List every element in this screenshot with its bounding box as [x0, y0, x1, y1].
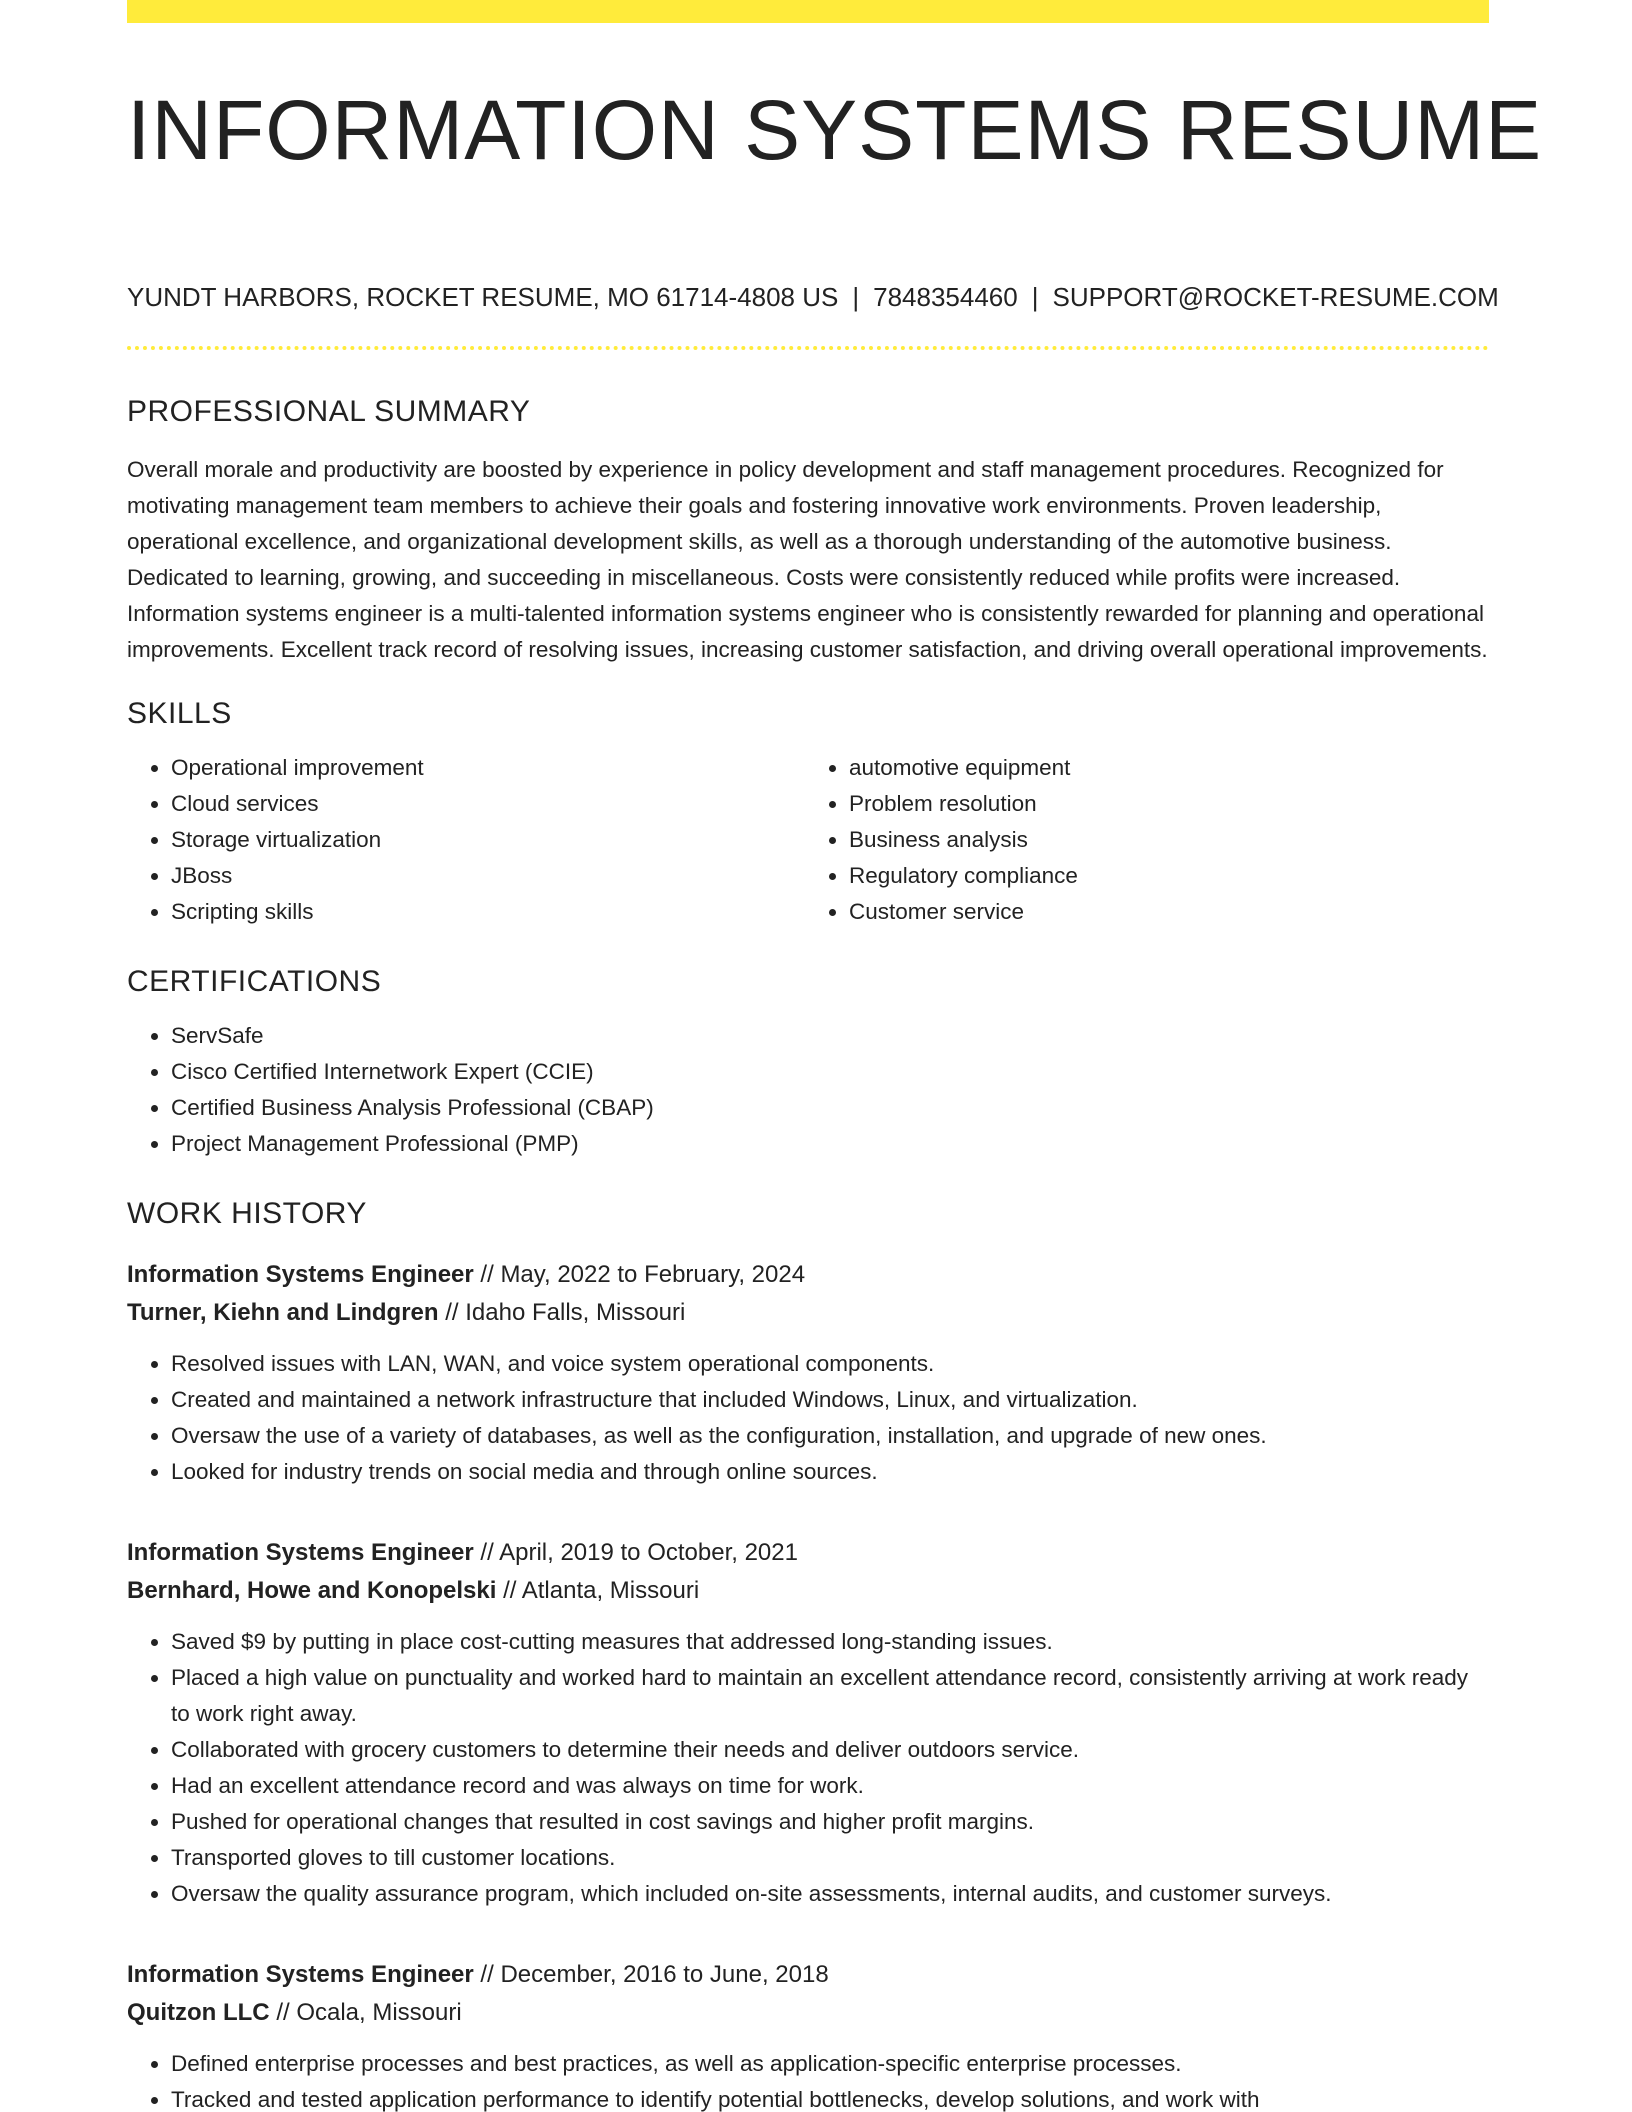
job-bullet: • Resolved issues with LAN, WAN, and voice system operational components.	[171, 1346, 1489, 1382]
job-bullet: • Collaborated with grocery customers to determine their needs and deliver outdoors service.	[171, 1732, 1489, 1768]
job-dates: May, 2022 to February, 2024	[500, 1261, 806, 1288]
job-entry	[127, 1534, 1489, 1912]
skill-item: • Business analysis	[849, 822, 1483, 858]
job-company-line	[127, 1294, 1489, 1332]
skill-item: • automotive equipment	[849, 750, 1483, 786]
job-company: Bernhard, Howe and Konopelski	[127, 1577, 497, 1604]
job-separator: //	[445, 1299, 459, 1326]
job-bullet: • Oversaw the use of a variety of databases, as well as the configuration, installation, and upgrade of new ones.	[171, 1418, 1489, 1454]
job-location: Idaho Falls, Missouri	[465, 1299, 686, 1326]
job-bullet: • Placed a high value on punctuality and worked hard to maintain an excellent attendance record, consistently arriving at work ready to work right away.	[171, 1660, 1489, 1732]
certifications-heading: CERTIFICATIONS	[127, 965, 382, 998]
job-bullet: • Saved $9 by putting in place cost-cutting measures that addressed long-standing issues.	[171, 1624, 1489, 1660]
job-bullet: • Looked for industry trends on social media and through online sources.	[171, 1454, 1489, 1490]
job-bullets	[127, 2046, 1489, 2112]
job-bullet: • Defined enterprise processes and best practices, as well as application-specific enterprise processes.	[171, 2046, 1489, 2082]
job-entry	[127, 1256, 1489, 1490]
job-role-line	[127, 1534, 1489, 1572]
job-company-line	[127, 1572, 1489, 1610]
skills-heading: SKILLS	[127, 697, 232, 730]
skills-list-left	[127, 750, 805, 930]
skill-item: • Customer service	[849, 894, 1483, 930]
skill-item: • Regulatory compliance	[849, 858, 1483, 894]
dotted-divider	[127, 346, 1489, 350]
job-role: Information Systems Engineer	[127, 1261, 474, 1288]
job-bullets	[127, 1346, 1489, 1490]
summary-text: Overall morale and productivity are boosted by experience in policy development and staff management procedures. Recognized for motivating management team members to achieve their goals and fostering innovative work environments. Proven leadership, operational excellence, and organizational development skills, as well as a thorough understanding of the automotive business. Dedicated to learning, growing, and succeeding in miscellaneous. Costs were consistently reduced while profits were increased. Information systems engineer is a multi-talented information systems engineer who is consistently rewarded for planning and operational improvements. Excellent track record of resolving issues, increasing customer satisfaction, and driving overall operational improvements.	[127, 457, 1488, 662]
contact-phone: 7848354460	[873, 282, 1018, 312]
certification-item: • ServSafe	[171, 1018, 1489, 1054]
job-dates: April, 2019 to October, 2021	[499, 1539, 798, 1566]
skill-item: • JBoss	[171, 858, 805, 894]
job-entry	[127, 1956, 1489, 2112]
contact-separator: |	[852, 282, 860, 312]
job-role-line	[127, 1256, 1489, 1294]
job-dates: December, 2016 to June, 2018	[500, 1961, 829, 1988]
job-bullet: • Oversaw the quality assurance program, which included on-site assessments, internal audits, and customer surveys.	[171, 1876, 1489, 1912]
job-bullet: • Transported gloves to till customer locations.	[171, 1840, 1489, 1876]
job-separator: //	[480, 1961, 494, 1988]
skill-item: • Operational improvement	[171, 750, 805, 786]
job-separator: //	[480, 1261, 494, 1288]
contact-separator: |	[1031, 282, 1039, 312]
skill-item: • Scripting skills	[171, 894, 805, 930]
skills-list-right	[805, 750, 1483, 930]
job-company: Turner, Kiehn and Lindgren	[127, 1299, 439, 1326]
job-location: Ocala, Missouri	[296, 1999, 462, 2026]
skill-item: • Problem resolution	[849, 786, 1483, 822]
job-bullet: • Tracked and tested application performance to identify potential bottlenecks, develop solutions, and work with	[171, 2082, 1489, 2112]
skills-grid	[127, 732, 1489, 930]
certification-item: • Certified Business Analysis Professional (CBAP)	[171, 1090, 1489, 1126]
job-separator: //	[503, 1577, 517, 1604]
contact-line	[127, 280, 1499, 314]
summary-heading: PROFESSIONAL SUMMARY	[127, 395, 531, 428]
contact-email: SUPPORT@ROCKET-RESUME.COM	[1052, 282, 1499, 312]
job-role: Information Systems Engineer	[127, 1539, 474, 1566]
certifications-list	[127, 1018, 1489, 1162]
job-role-line	[127, 1956, 1489, 1994]
job-separator: //	[480, 1539, 494, 1566]
job-bullet: • Created and maintained a network infrastructure that included Windows, Linux, and virtualization.	[171, 1382, 1489, 1418]
certification-item: • Project Management Professional (PMP)	[171, 1126, 1489, 1162]
job-role: Information Systems Engineer	[127, 1961, 474, 1988]
resume-content	[127, 0, 1543, 2112]
job-separator: //	[276, 1999, 290, 2026]
contact-address: YUNDT HARBORS, ROCKET RESUME, MO 61714-4808 US	[127, 282, 839, 312]
job-company-line	[127, 1994, 1489, 2032]
skill-item: • Cloud services	[171, 786, 805, 822]
skill-item: • Storage virtualization	[171, 822, 805, 858]
job-location: Atlanta, Missouri	[521, 1577, 700, 1604]
job-company: Quitzon LLC	[127, 1999, 270, 2026]
job-bullet: • Pushed for operational changes that resulted in cost savings and higher profit margins.	[171, 1804, 1489, 1840]
resume-title: INFORMATION SYSTEMS RESUME	[127, 83, 1543, 177]
certification-item: • Cisco Certified Internetwork Expert (CCIE)	[171, 1054, 1489, 1090]
job-bullet: • Had an excellent attendance record and was always on time for work.	[171, 1768, 1489, 1804]
work-history-heading: WORK HISTORY	[127, 1197, 367, 1230]
job-bullets	[127, 1624, 1489, 1912]
